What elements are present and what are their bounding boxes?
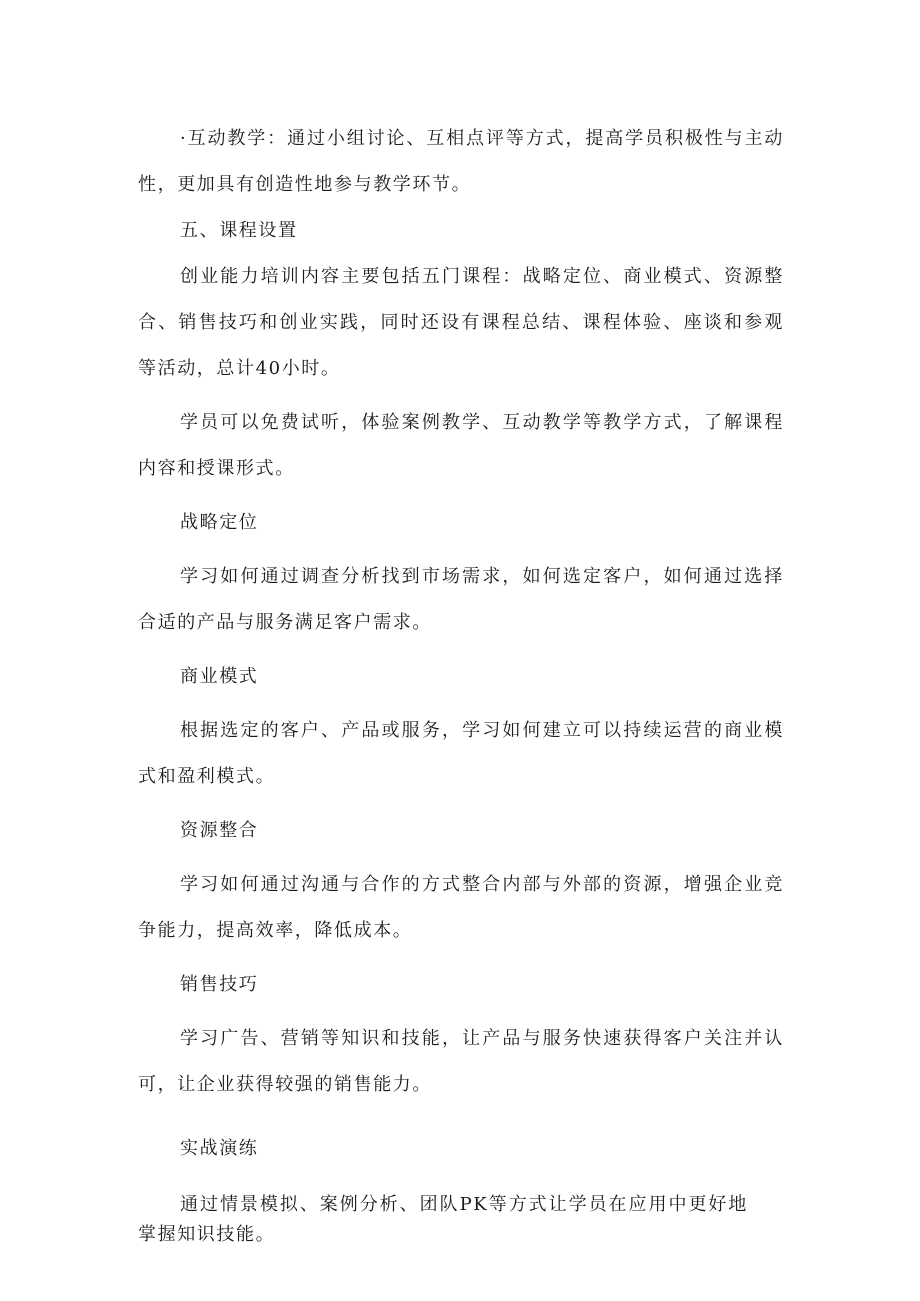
document-body bbox=[138, 116, 784, 1250]
spacer bbox=[138, 1172, 784, 1190]
spacer bbox=[138, 492, 784, 500]
paragraph-strategy: 学习如何通过调查分析找到市场需求，如何选定客户，如何通过选择合适的产品与服务满足客户需求。 bbox=[138, 566, 784, 633]
heading-course-setup: 五、课程设置 bbox=[180, 220, 298, 241]
spacer bbox=[138, 546, 784, 554]
spacer bbox=[138, 646, 784, 654]
heading-sales-skills: 销售技巧 bbox=[180, 974, 259, 995]
heading-strategy: 战略定位 bbox=[180, 512, 259, 533]
paragraph-resource-integration: 学习如何通过沟通与合作的方式整合内部与外部的资源，增强企业竞争能力，提高效率，降低成本。 bbox=[138, 874, 784, 941]
spacer bbox=[138, 854, 784, 862]
paragraph-course-content: 创业能力培训内容主要包括五门课程：战略定位、商业模式、资源整合、销售技巧和创业实践，同时还设有课程总结、课程体验、座谈和参观等活动，总计40小时。 bbox=[138, 266, 784, 379]
spacer bbox=[138, 1108, 784, 1126]
paragraph-business-model: 根据选定的客户、产品或服务，学习如何建立可以持续运营的商业模式和盈利模式。 bbox=[138, 720, 784, 787]
heading-practical-drill: 实战演练 bbox=[180, 1138, 259, 1159]
heading-business-model: 商业模式 bbox=[180, 666, 259, 687]
spacer bbox=[138, 392, 784, 400]
paragraph-practical-drill: 通过情景模拟、案例分析、团队PK等方式让学员在应用中更好地掌握知识技能。 bbox=[138, 1194, 748, 1245]
spacer bbox=[138, 954, 784, 962]
paragraph-interactive-teaching: ·互动教学：通过小组讨论、互相点评等方式，提高学员积极性与主动性，更加具有创造性地参与教学环节。 bbox=[138, 128, 784, 195]
spacer bbox=[138, 1008, 784, 1016]
paragraph-sales-skills: 学习广告、营销等知识和技能，让产品与服务快速获得客户关注并认可，让企业获得较强的销售能力。 bbox=[138, 1028, 784, 1095]
spacer bbox=[138, 800, 784, 808]
paragraph-free-trial: 学员可以免费试听，体验案例教学、互动教学等教学方式，了解课程内容和授课形式。 bbox=[138, 412, 784, 479]
spacer bbox=[138, 700, 784, 708]
heading-resource-integration: 资源整合 bbox=[180, 820, 259, 841]
